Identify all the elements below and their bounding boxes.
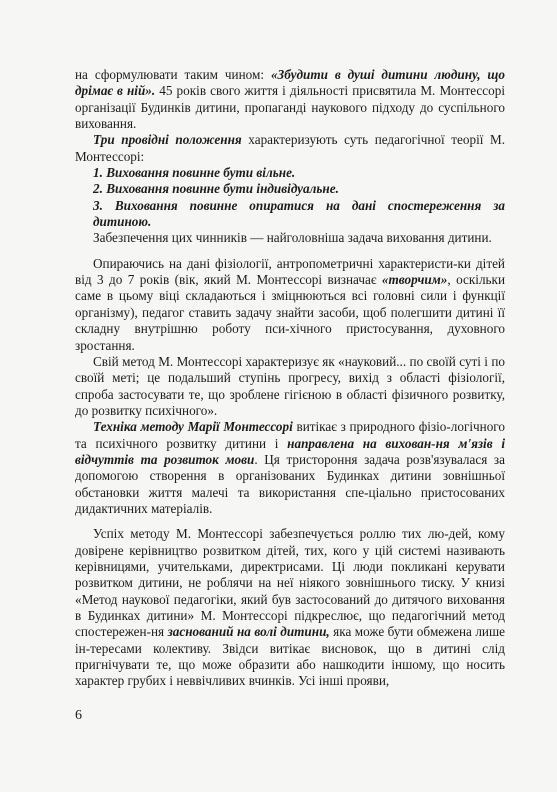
- text-run: . Ця тристороння задача розв'язувалася за допомогою створення в організованих Будинках дитини зовнішньої обстановки життя малечі та використання спе-ціально пристосованих дидактичних матеріалів.: [75, 451, 505, 516]
- paragraph-5: Свій метод М. Монтессорі характеризує як «науковий... по своїй суті і по своїй меті; це подальший ступінь прогресу, вихід з області фізіології, спроба застосувати те, що зроблене гігієною в області фізичного розвитку, до розвитку психічного».: [75, 353, 505, 418]
- list-item: 3. Виховання повинне опиратися на дані спостереження за дитиною.: [93, 197, 505, 230]
- term-emphasis: Техніка методу Марії Монтессорі: [93, 419, 293, 435]
- paragraph-4: [75, 256, 505, 354]
- term-emphasis: заснований на волі дитини,: [167, 624, 330, 640]
- quote-emphasis: «Збудити в душі дитини людину, що дрімає в ній».: [75, 67, 505, 99]
- paragraph-2: [75, 132, 505, 165]
- text-run: 45 років свого життя і діяльності присвятила М. Монтессорі організації Будинків дитини, пропаганді наукового підходу до суспільного виховання.: [75, 83, 505, 132]
- term-emphasis: направлена на вихован-ня м'язів і відчуттів та розвиток мови: [75, 435, 505, 467]
- paragraph-6: [75, 419, 505, 517]
- term-emphasis: Три провідні положення: [93, 132, 242, 148]
- list-item: 1. Виховання повинне бути вільне.: [93, 165, 296, 181]
- list-item: 2. Виховання повинне бути індивідуальне.: [93, 181, 339, 197]
- text-run: яка може бути обмежена лише ін-тересами колективу. Звідси витікає висновок, що в дитині слід пригнічувати те, що може образити або нашкодити іншому, що носить характер грубих і неввічливих вчинків. Усі інші прояви,: [75, 624, 505, 689]
- paragraph-7: [75, 526, 505, 689]
- paragraph-1: [75, 67, 505, 132]
- paragraph-3: Забезпечення цих чинників — найголовніша задача виховання дитини.: [93, 230, 492, 246]
- principles-list: [75, 165, 505, 230]
- text-run: Успіх методу М. Монтессорі забезпечується роллю тих лю-дей, кому довірене керівництво розвитком дітей, тих, кого у цій системі називають керівницями, учительками, директрисами. Ці люди покликані керувати розвитком дитини, не роблячи на неї ніякого зовнішнього тиску. У книзі «Метод наукової педагогіки, який був застосований до дитячого виховання в Будинках дитини» М. Монтессорі підкреслює, що педагогічний метод спостережен-ня: [75, 526, 505, 640]
- text-run: Опираючись на дані фізіології, антропометричні характеристи-ки дітей від 3 до 7 років (вік, який М. Монтессорі визначає: [75, 255, 505, 288]
- body-text: [75, 67, 505, 690]
- term-emphasis: «творчим»: [381, 272, 448, 288]
- page-number: 6: [75, 708, 82, 723]
- text-run: характеризують суть педагогічної теорії М. Монтессорі:: [75, 132, 505, 164]
- text-run: на сформулювати таким чином:: [75, 67, 271, 82]
- text-run: , оскільки саме в цьому віці складаються і зміцнюються всі головні сили і функції організму), педагог ставить задачу знайти засоби, щоб полегшити дитині її складну внутрішню роботу пси-хічного пристосування, духовного зростання.: [75, 272, 506, 353]
- text-run: витікає з природного фізіо-логічного та психічного розвитку дитини і: [75, 419, 505, 451]
